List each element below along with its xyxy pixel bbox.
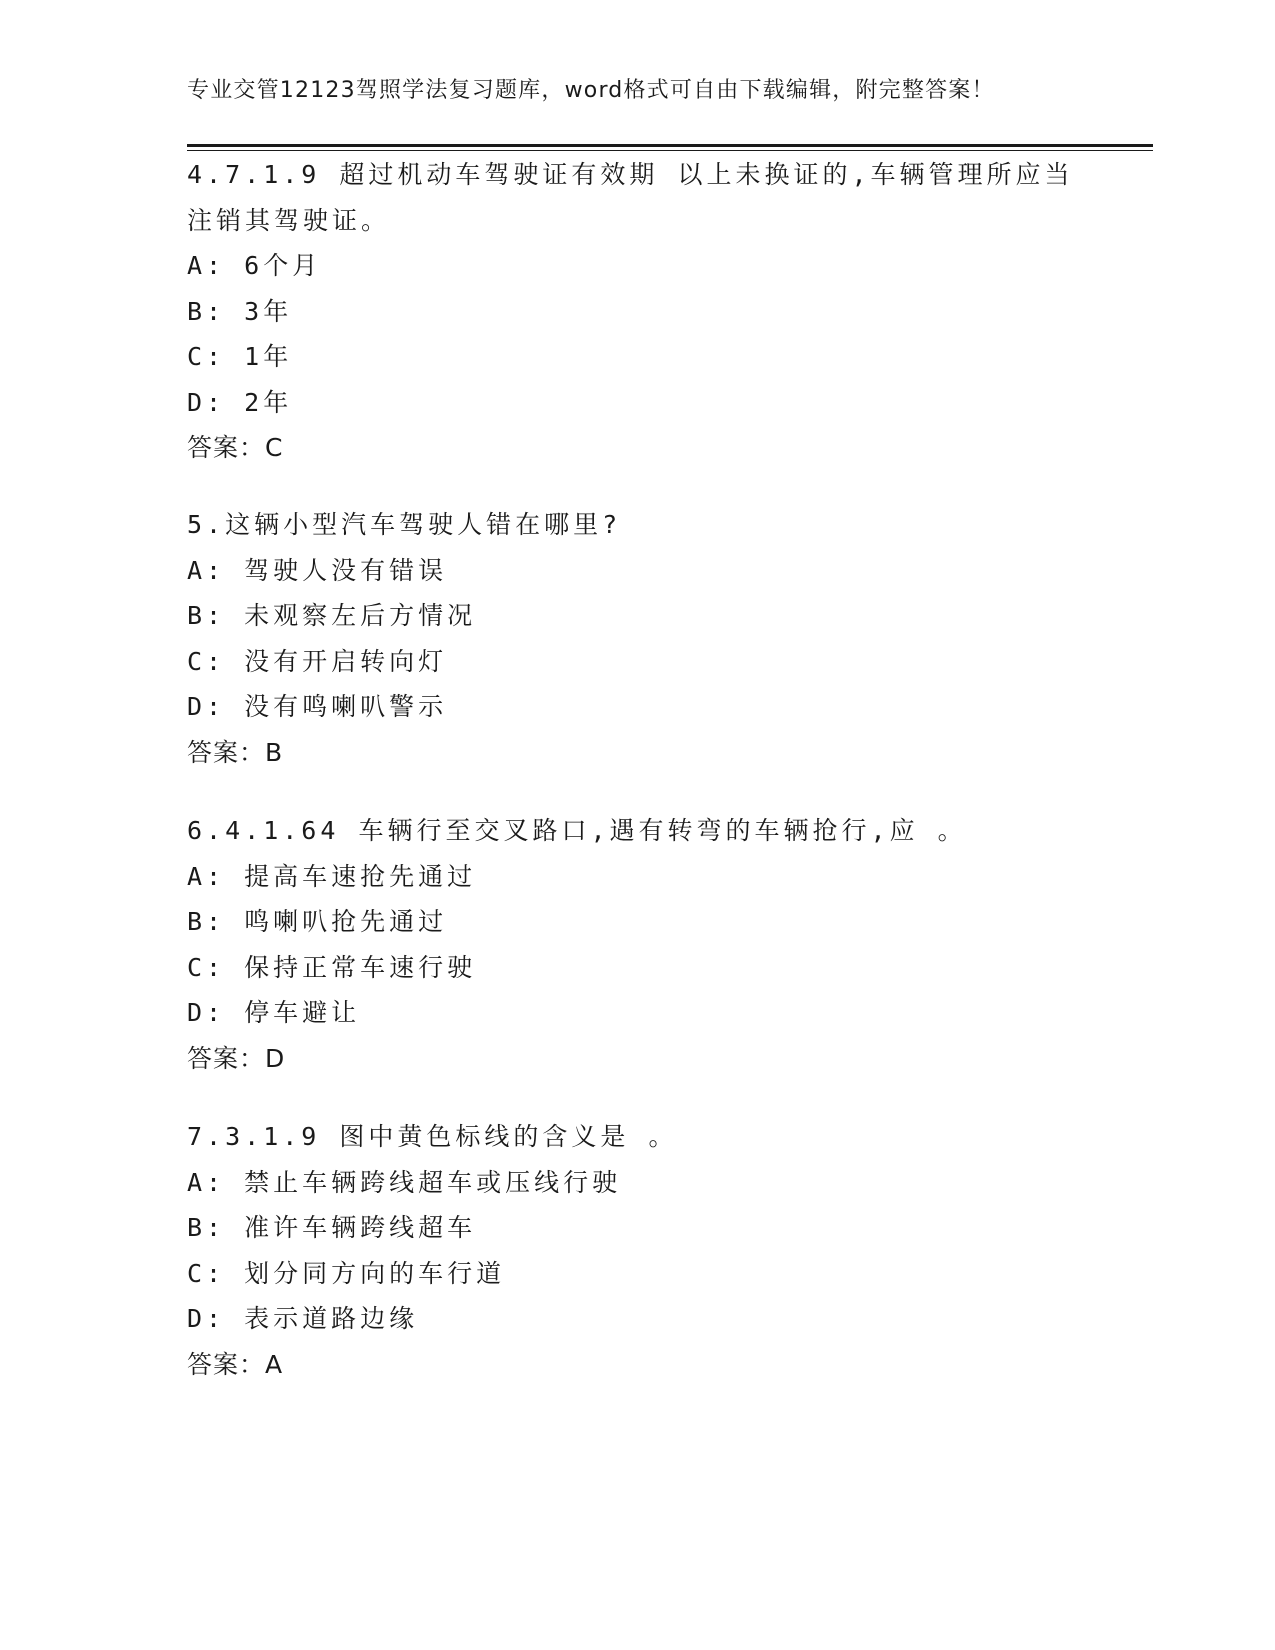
option-b: B: 3年: [187, 296, 293, 326]
question-title-line: 注销其驾驶证。: [187, 205, 391, 235]
page-header: 专业交管12123驾照学法复习题库，word格式可自由下载编辑，附完整答案！: [187, 78, 995, 103]
question-4: [187, 152, 1087, 471]
question-title: [187, 152, 1087, 243]
header-divider-thin: [187, 150, 1153, 151]
option-b: B: 准许车辆跨线超车: [187, 1213, 477, 1242]
question-title: [187, 808, 1087, 854]
option-b: B: 鸣喇叭抢先通过: [187, 907, 448, 936]
option-c: C: 没有开启转向灯: [187, 646, 448, 676]
question-6: [187, 808, 1087, 1081]
option-b: B: 未观察左后方情况: [187, 601, 477, 630]
option-a: A: 驾驶人没有错误: [187, 555, 448, 585]
option-a: A: 6个月: [187, 251, 322, 280]
question-5: [187, 502, 1087, 775]
option-d: D: 没有鸣喇叭警示: [187, 692, 448, 721]
option-a: A: 禁止车辆跨线超车或压线行驶: [187, 1167, 622, 1197]
question-title-line: 4.7.1.9 超过机动车驾驶证有效期 以上未换证的,车辆管理所应当: [187, 160, 1074, 189]
option-d: D: 表示道路边缘: [187, 1304, 419, 1333]
question-title-line: 5.这辆小型汽车驾驶人错在哪里?: [187, 510, 622, 539]
question-title: [187, 1114, 1087, 1160]
question-title: [187, 502, 1087, 548]
option-c: C: 划分同方向的车行道: [187, 1258, 506, 1288]
question-7: [187, 1114, 1087, 1387]
answer: 答案：A: [187, 1349, 284, 1379]
question-title-line: 7.3.1.9 图中黄色标线的含义是 。: [187, 1122, 678, 1151]
answer: 答案：B: [187, 737, 284, 767]
option-d: D: 停车避让: [187, 998, 361, 1027]
option-a: A: 提高车速抢先通过: [187, 861, 477, 891]
header-divider-thick: [187, 144, 1153, 147]
answer: 答案：D: [187, 1043, 286, 1073]
option-c: C: 1年: [187, 342, 293, 371]
question-title-line: 6.4.1.64 车辆行至交叉路口,遇有转弯的车辆抢行,应 。: [187, 816, 967, 845]
option-d: D: 2年: [187, 387, 293, 417]
option-c: C: 保持正常车速行驶: [187, 952, 477, 982]
answer: 答案：C: [187, 433, 284, 462]
